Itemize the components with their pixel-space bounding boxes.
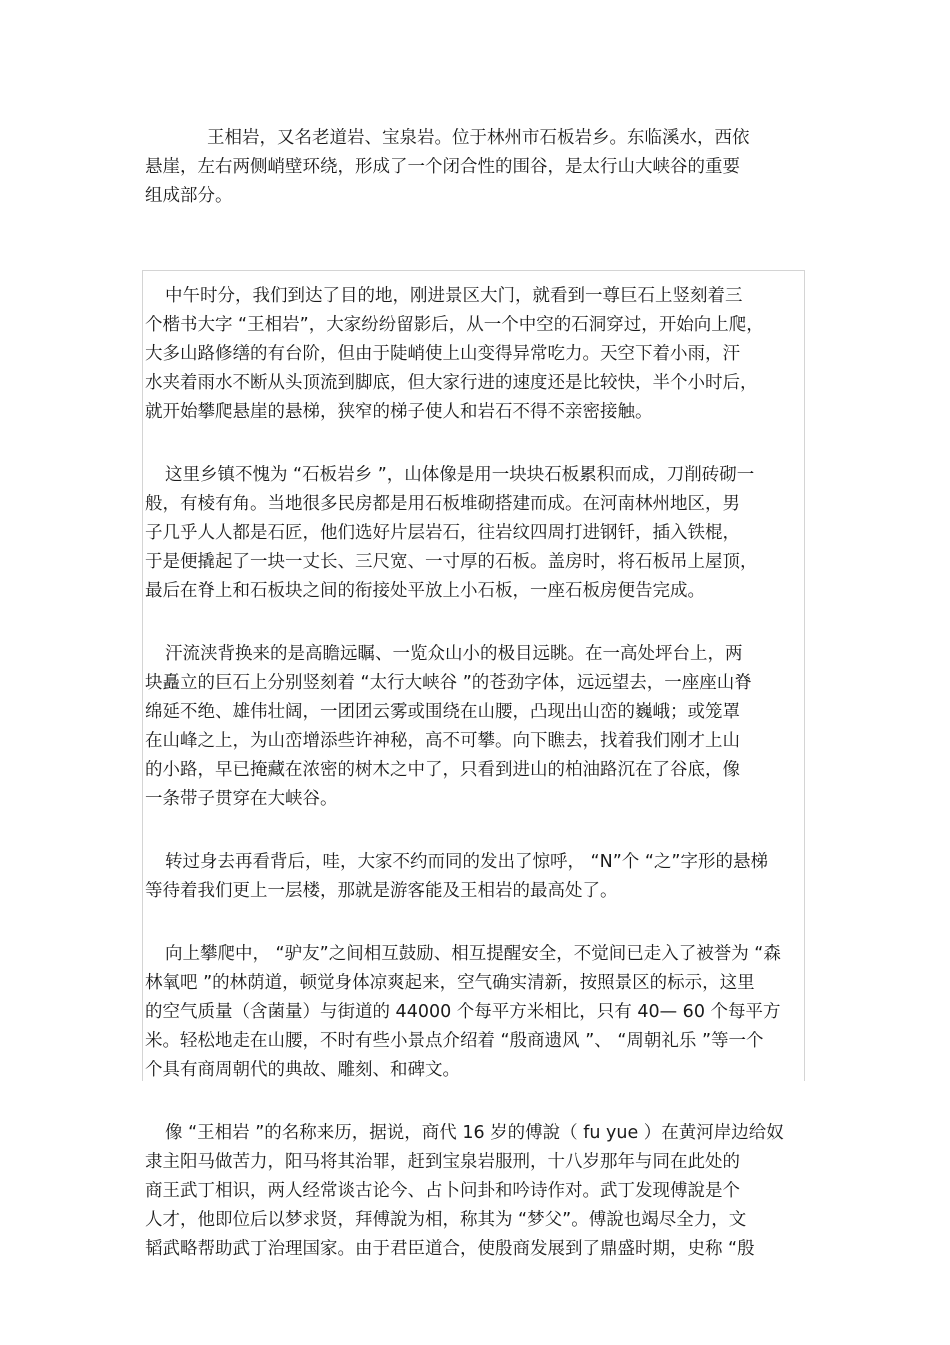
paragraph-history (145, 1119, 810, 1264)
text-line: 般，有棱有角。当地很多民房都是用石板堆砌搭建而成。在河南林州地区，男 (145, 494, 740, 514)
paragraph-arrival (145, 282, 810, 427)
text-line: 子几乎人人都是石匠，他们选好片层岩石，往岩纹四周打进钢钎，插入铁棍， (145, 523, 740, 543)
text-line: 个楷书大字 “王相岩”，大家纷纷留影后，从一个中空的石洞穿过，开始向上爬， (145, 315, 764, 335)
article-body (145, 282, 810, 1298)
text-line: 在山峰之上，为山峦增添些许神秘，高不可攀。向下瞧去，找着我们刚才上山 (145, 731, 740, 751)
text-line: 绵延不绝、雄伟壮阔，一团团云雾或围绕在山腰，凸现出山峦的巍峨；或笼罩 (145, 702, 740, 722)
text-line: 块矗立的巨石上分别竖刻着 “太行大峡谷 ”的苍劲字体，远远望去，一座座山脊 (145, 673, 752, 693)
text-line: 于是便撬起了一块一丈长、三尺宽、一寸厚的石板。盖房时，将石板吊上屋顶， (145, 552, 758, 572)
paragraph-view (145, 640, 810, 814)
text-line: 向上攀爬中， “驴友”之间相互鼓励、相互提醒安全，不觉间已走入了被誉为 “森 (165, 944, 781, 964)
text-line: 就开始攀爬悬崖的悬梯，狭窄的梯子使人和岩石不得不亲密接触。 (145, 402, 653, 422)
text-line: 林氧吧 ”的林荫道，顿觉身体凉爽起来，空气确实清新，按照景区的标示，这里 (145, 973, 755, 993)
text-line: 商王武丁相识，两人经常谈古论今、占卜问卦和吟诗作对。武丁发现傅說是个 (145, 1181, 740, 1201)
text-line: 的空气质量（含菌量）与街道的 44000 个每平方米相比，只有 40— 60 个每平方 (145, 1002, 781, 1022)
text-line: 的小路，早已掩藏在浓密的树木之中了，只看到进山的柏油路沉在了谷底，像 (145, 760, 740, 780)
text-line: 最后在脊上和石板块之间的衔接处平放上小石板，一座石板房便告完成。 (145, 581, 705, 601)
paragraph-forest (145, 940, 810, 1085)
intro-paragraph (145, 124, 785, 211)
text-line: 悬崖，左右两侧峭壁环绕，形成了一个闭合性的围谷，是太行山大峡谷的重要 (145, 157, 740, 177)
text-line: 韬武略帮助武丁治理国家。由于君臣道合，使殷商发展到了鼎盛时期，史称 “殷 (145, 1239, 755, 1259)
text-line: 一条带子贯穿在大峡谷。 (145, 789, 338, 809)
text-line: 王相岩，又名老道岩、宝泉岩。位于林州市石板岩乡。东临溪水，西依 (207, 128, 750, 148)
text-line: 汗流浃背换来的是高瞻远瞩、一览众山小的极目远眺。在一高处坪台上，两 (165, 644, 743, 664)
text-line: 大多山路修缮的有台阶，但由于陡峭使上山变得异常吃力。天空下着小雨，汗 (145, 344, 740, 364)
text-line: 人才，他即位后以梦求贤，拜傅說为相，称其为 “梦父”。傅說也竭尽全力，文 (145, 1210, 747, 1230)
text-line: 中午时分，我们到达了目的地，刚进景区大门，就看到一尊巨石上竖刻着三 (165, 286, 743, 306)
text-line: 转过身去再看背后，哇，大家不约而同的发出了惊呼， “N”个 “之”字形的悬梯 (165, 852, 768, 872)
text-line: 这里乡镇不愧为 “石板岩乡 ”，山体像是用一块块石板累积而成，刀削砖砌一 (165, 465, 755, 485)
text-line: 隶主阳马做苦力，阳马将其治罪，赶到宝泉岩服刑，十八岁那年与同在此处的 (145, 1152, 740, 1172)
text-line: 个具有商周朝代的典故、雕刻、和碑文。 (145, 1060, 460, 1080)
paragraph-stone-town (145, 461, 810, 606)
text-line: 像 “王相岩 ”的名称来历，据说，商代 16 岁的傅說（ fu yue ）在黄河岸边给奴 (165, 1123, 784, 1143)
text-line: 米。轻松地走在山腰，不时有些小景点介绍着 “殷商遗风 ”、 “周朝礼乐 ”等一个 (145, 1031, 764, 1051)
text-line: 水夹着雨水不断从头顶流到脚底，但大家行进的速度还是比较快，半个小时后， (145, 373, 758, 393)
text-line: 组成部分。 (145, 186, 233, 206)
paragraph-ladder (145, 848, 810, 906)
text-line: 等待着我们更上一层楼，那就是游客能及王相岩的最高处了。 (145, 881, 618, 901)
